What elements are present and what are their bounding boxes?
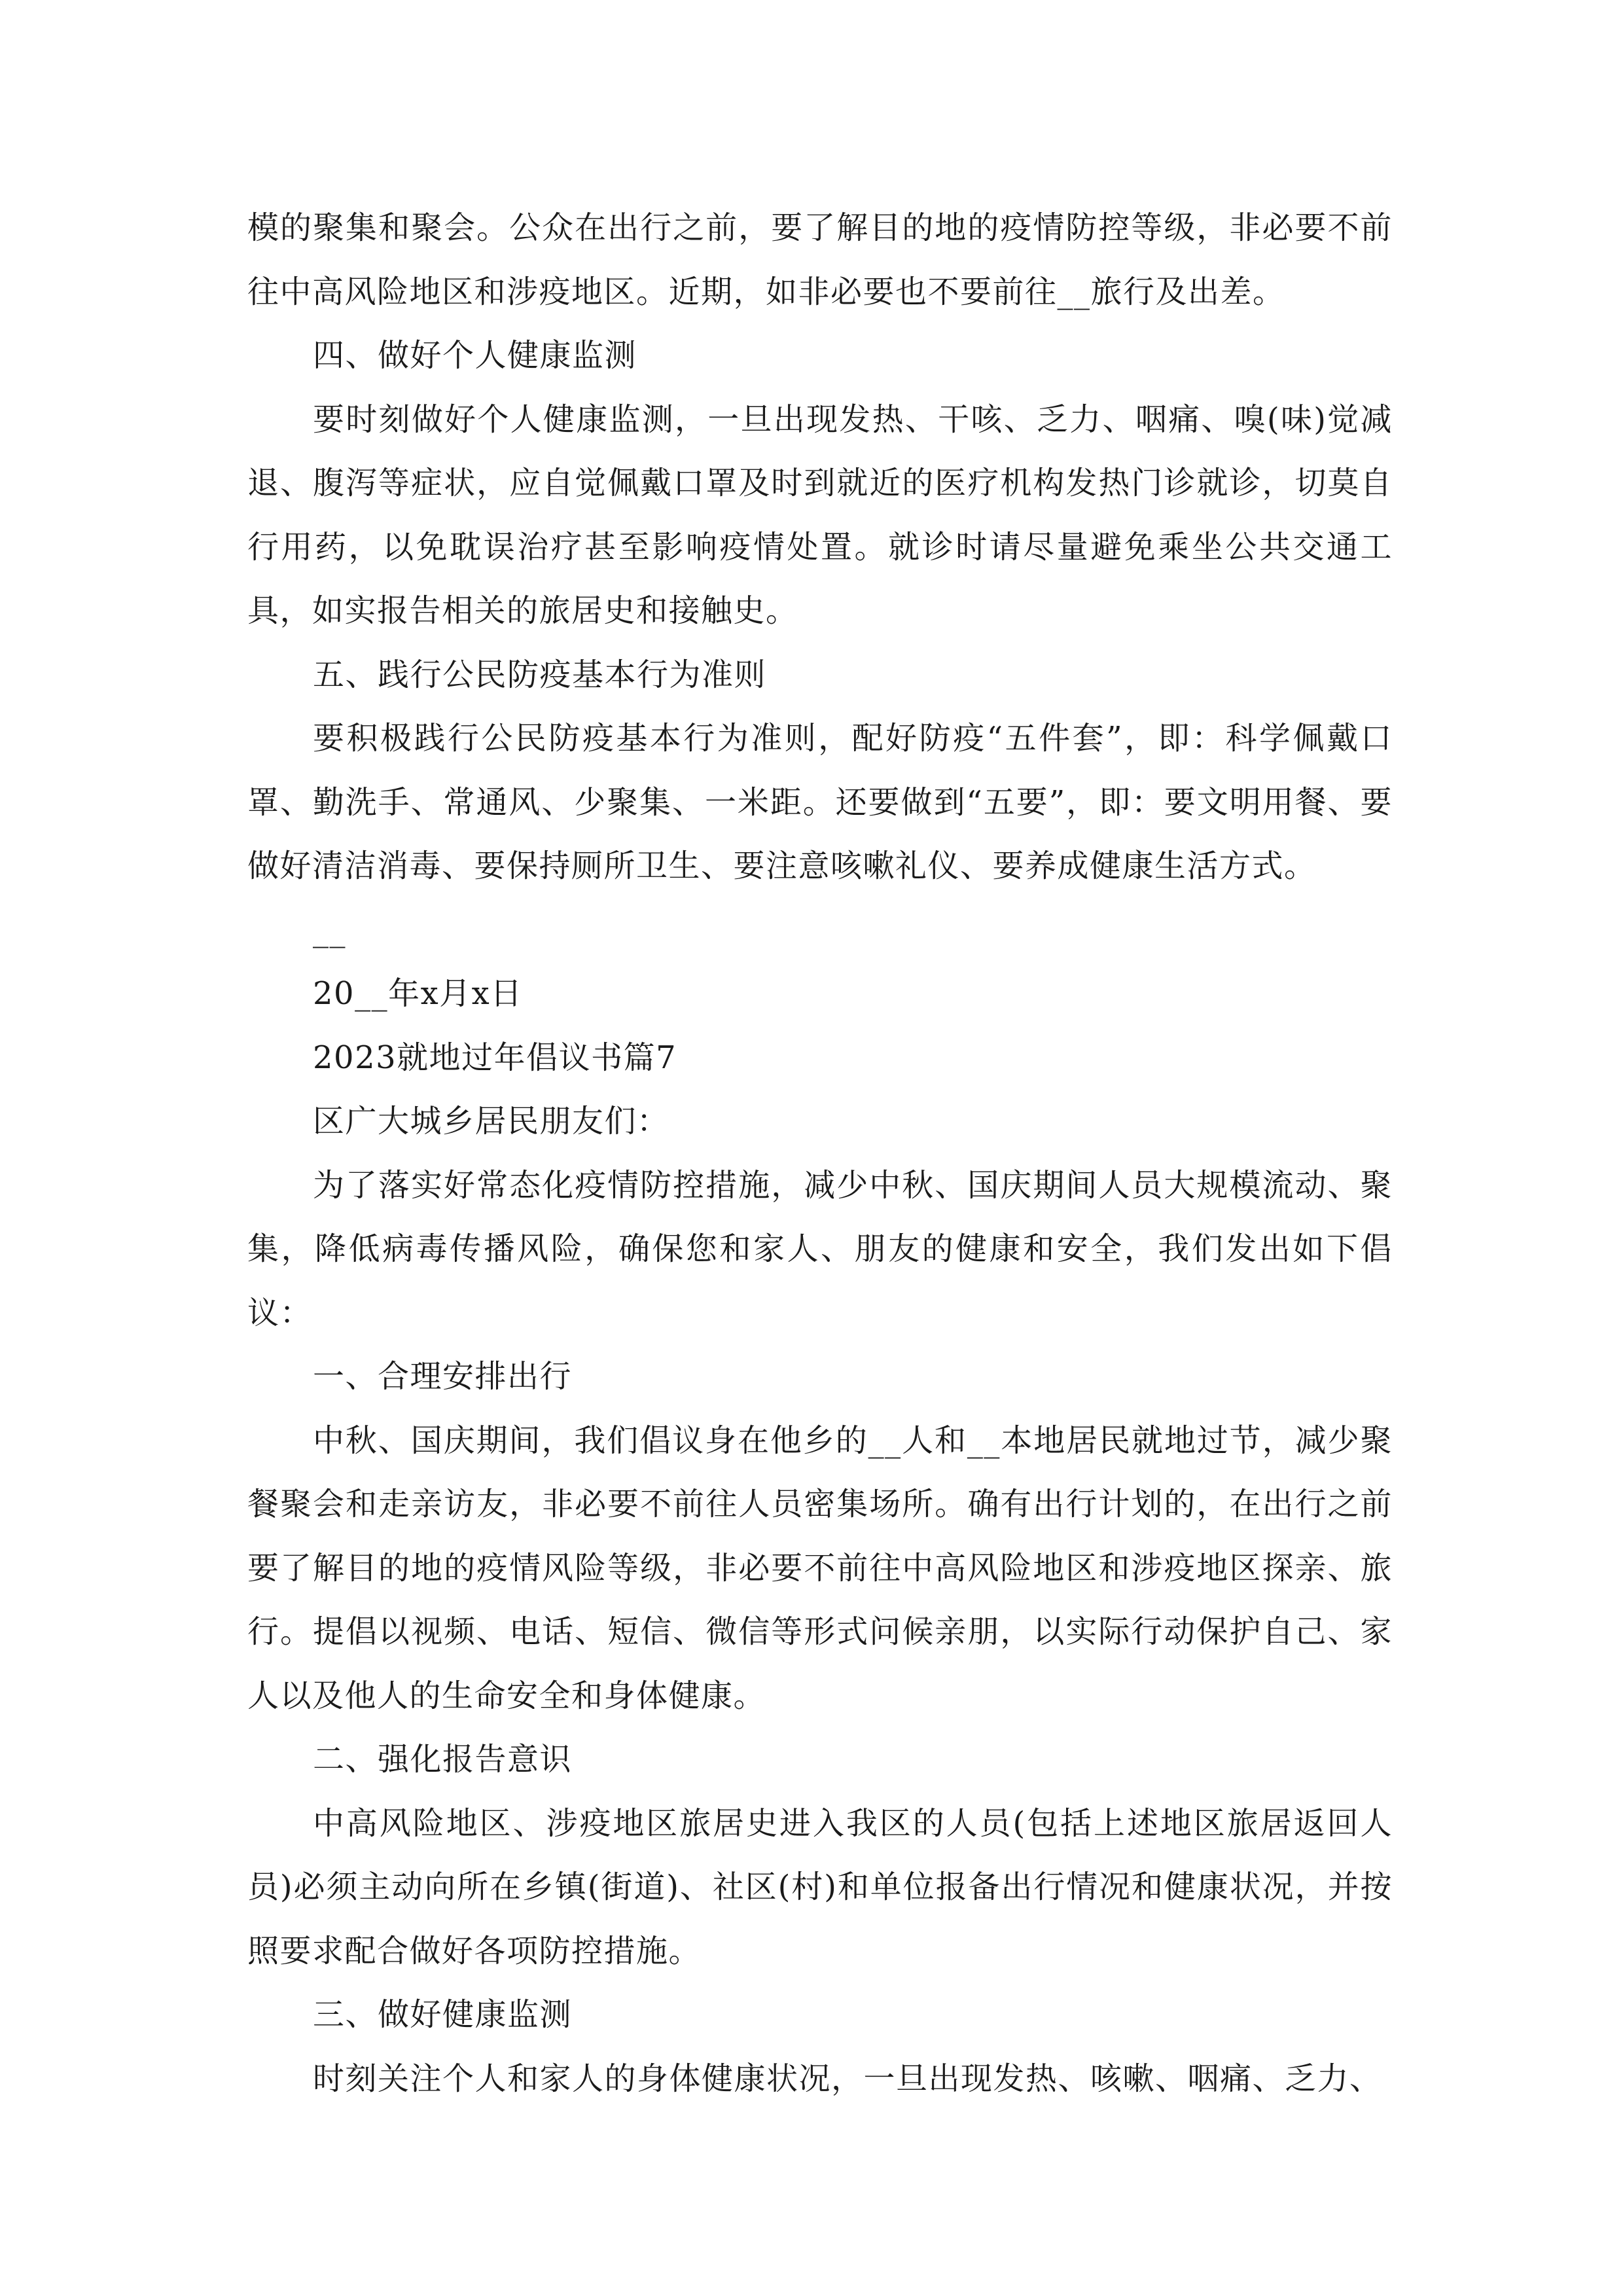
section-heading-1: 一、合理安排出行 [313,1358,573,1395]
paragraph-health-watch: 时刻关注个人和家人的身体健康状况，一旦出现发热、咳嗽、咽痛、乏力、 [313,2060,1382,2097]
section-heading-2: 二、强化报告意识 [313,1741,573,1778]
section-heading-5: 五、践行公民防疫基本行为准则 [313,656,767,693]
section-heading-3: 三、做好健康监测 [313,1996,573,2033]
paragraph-health-monitoring: 要时刻做好个人健康监测，一旦出现发热、干咳、乏力、咽痛、嗅(味)觉减退、腹泻等症状，应自觉佩戴口罩及时到就近的医疗机构发热门诊就诊，切莫自行用药，以免耽误治疗甚至影响疫情处置。就诊时请尽量避免乘坐公共交通工具，如实报告相关的旅居史和接触史。 [247,401,1393,629]
section-heading-4: 四、做好个人健康监测 [313,337,637,374]
paragraph-intro: 为了落实好常态化疫情防控措施，减少中秋、国庆期间人员大规模流动、聚集，降低病毒传播风险，确保您和家人、朋友的健康和安全，我们发出如下倡议： [247,1166,1393,1331]
paragraph-continuation: 模的聚集和聚会。公众在出行之前，要了解目的地的疫情防控等级，非必要不前往中高风险地区和涉疫地区。近期，如非必要也不要前往__旅行及出差。 [247,209,1393,310]
paragraph-reporting: 中高风险地区、涉疫地区旅居史进入我区的人员(包括上述地区旅居返回人员)必须主动向所在乡镇(街道)、社区(村)和单位报备出行情况和健康状况，并按照要求配合做好各项防控措施。 [247,1804,1393,1969]
article-title: 2023就地过年倡议书篇7 [313,1039,677,1076]
signature-placeholder: __ [313,911,346,948]
salutation: 区广大城乡居民朋友们： [313,1103,669,1139]
date-line: 20__年x月x日 [313,975,523,1012]
paragraph-conduct-rules: 要积极践行公民防疫基本行为准则，配好防疫“五件套”，即：科学佩戴口罩、勤洗手、常通风、少聚集、一米距。还要做到“五要”，即：要文明用餐、要做好清洁消毒、要保持厕所卫生、要注意咳嗽礼仪、要养成健康生活方式。 [247,720,1393,884]
paragraph-travel: 中秋、国庆期间，我们倡议身在他乡的__人和__本地居民就地过节，减少聚餐聚会和走亲访友，非必要不前往人员密集场所。确有出行计划的，在出行之前要了解目的地的疫情风险等级，非必要不前往中高风险地区和涉疫地区探亲、旅行。提倡以视频、电话、短信、微信等形式问候亲朋，以实际行动保护自己、家人以及他人的生命安全和身体健康。 [247,1422,1393,1714]
document-body [247,196,1393,2111]
